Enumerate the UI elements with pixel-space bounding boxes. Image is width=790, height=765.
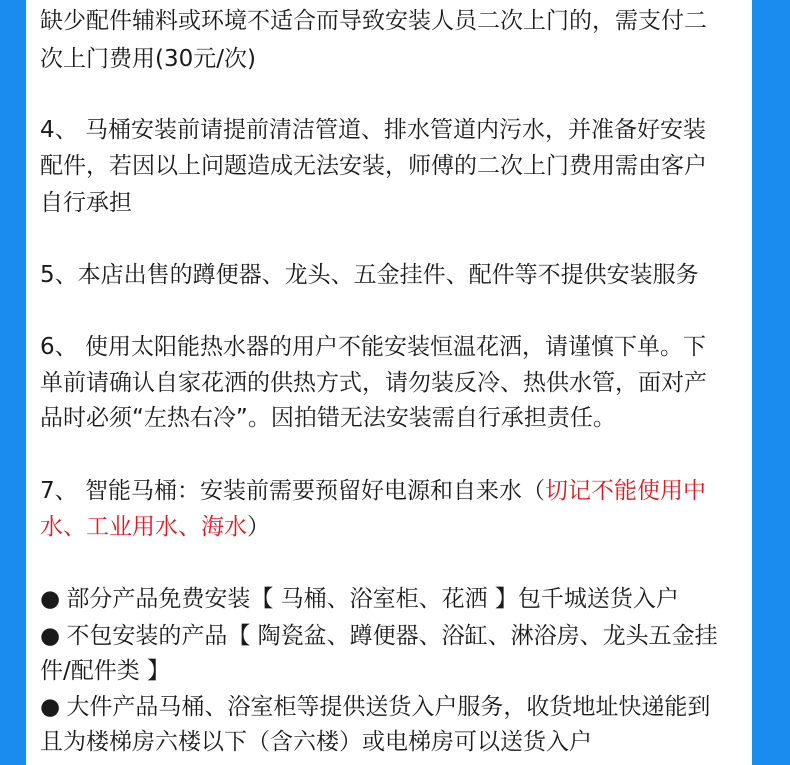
item-4-line-3: 自行承担 (40, 190, 132, 216)
intro-line-1: 缺少配件辅料或环境不适合而导致安装人员二次上门的，需支付二 (40, 8, 707, 34)
bullet-2-continuation: 件/配件类 】 (40, 658, 171, 684)
item-7-warning-part-1: 切记不能使用中 (544, 478, 706, 504)
bullet-2-text: 不包安装的产品【 陶瓷盆、蹲便器、浴缸、淋浴房、龙头五金挂 (66, 623, 718, 649)
item-6-line-3: 品时必须“左热右冷”。因拍错无法安装需自行承担责任。 (40, 405, 616, 431)
item-5-line: 5、本店出售的蹲便器、龙头、五金挂件、配件等不提供安装服务 (40, 262, 699, 288)
intro-line-2: 次上门费用(30元/次) (40, 46, 256, 72)
bullet-item-3 (40, 690, 740, 725)
bullet-1-text: 部分产品免费安装【 马桶、浴室柜、花洒 】包千城送货入户 (66, 586, 679, 612)
item-7-warning-part-2: 水、工业用水、海水 (40, 514, 247, 540)
bullet-item-2 (40, 619, 740, 654)
item-4-line-1: 4、 马桶安装前请提前清洁管道、排水管道内污水，并准备好安装 (40, 117, 706, 143)
bullet-item-1 (40, 582, 740, 617)
bullet-3-continuation: 且为楼梯房六楼以下（含六楼）或电梯房可以送货入户 (40, 729, 592, 755)
item-6-line-2: 单前请确认自家花洒的供热方式，请勿装反冷、热供水管，面对产 (40, 370, 707, 396)
item-7-line-1 (40, 474, 740, 509)
item-6-line-1: 6、 使用太阳能热水器的用户不能安装恒温花洒，请谨慎下单。下 (40, 334, 706, 360)
item-7-prefix: 7、 智能马桶：安装前需要预留好电源和自来水（ (40, 478, 545, 504)
bullet-icon: ● (40, 586, 61, 612)
item-4-line-2: 配件，若因以上问题造成无法安装，师傅的二次上门费用需由客户 (40, 153, 707, 179)
item-7-suffix: ） (247, 514, 270, 540)
bullet-icon: ● (40, 694, 61, 720)
bullet-icon: ● (40, 623, 61, 649)
bullet-3-text: 大件产品马桶、浴室柜等提供送货入户服务，收货地址快递能到 (66, 694, 711, 720)
item-7-line-2 (40, 510, 740, 545)
